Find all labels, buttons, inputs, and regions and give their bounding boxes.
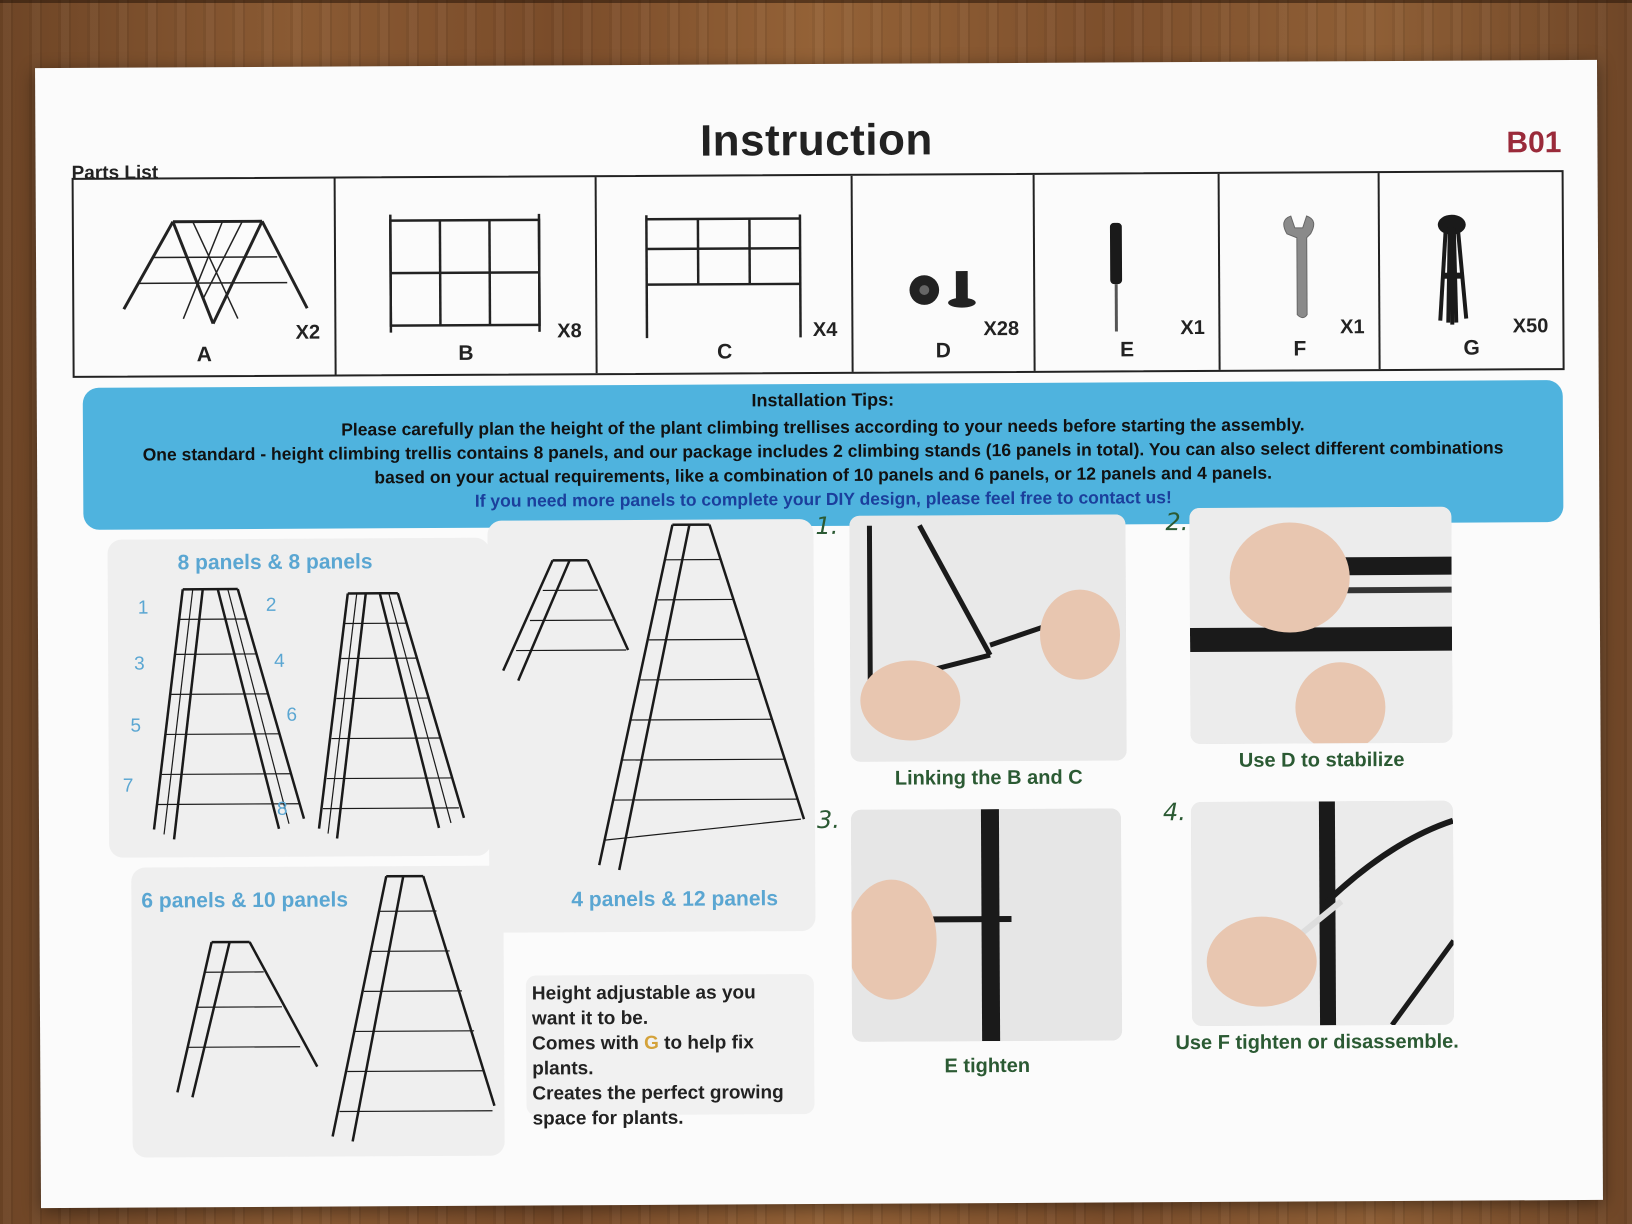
panel-number: 3 [134, 653, 145, 675]
trellis-diagram [487, 519, 815, 933]
step-1-photo [849, 514, 1126, 761]
panel-number: 7 [122, 775, 134, 797]
grid-panel-icon [335, 177, 596, 343]
wood-seam [0, 0, 1632, 3]
panel-number: 6 [286, 704, 298, 726]
tips-line: based on your actual requirements, like a combination of 10 panels and 6 panels, or 12 panels and 4 panels. [374, 462, 1273, 488]
hands-connecting-rods-illustration [849, 514, 1126, 761]
step-caption: Linking the B and C [894, 766, 1083, 790]
step-2-photo [1189, 507, 1452, 744]
part-qty: X8 [557, 320, 582, 343]
instruction-sheet [35, 60, 1603, 1208]
part-cell-e [1034, 174, 1221, 371]
note-text: to help fix [658, 1032, 754, 1054]
step-caption: Use D to stabilize [1238, 748, 1405, 772]
part-cell-d [853, 175, 1036, 372]
screwdriver-tightening-illustration [851, 808, 1122, 1041]
panel-number: 2 [265, 594, 277, 616]
page-title: Instruction [699, 115, 933, 166]
feature-notes [526, 974, 815, 1130]
config-title: 6 panels & 10 panels [141, 888, 349, 913]
part-letter: B [458, 341, 474, 365]
part-cell-f [1220, 173, 1381, 370]
panel-number: 5 [130, 715, 142, 737]
parts-table [72, 170, 1565, 378]
part-letter: G [1463, 336, 1480, 360]
part-g-highlight: G [643, 1032, 659, 1054]
note-line: Creates the perfect growing [532, 1082, 784, 1105]
part-letter: A [196, 343, 212, 367]
panel-number: 4 [274, 650, 285, 672]
parts-list-label: Parts List [71, 162, 159, 184]
step-caption: E tighten [944, 1054, 1031, 1078]
step-number: 2. [1165, 508, 1189, 537]
model-code: B01 [1506, 126, 1562, 160]
part-qty: X50 [1512, 315, 1549, 338]
wrench-icon [1220, 173, 1379, 339]
config-title: 4 panels & 12 panels [571, 887, 779, 912]
panel-number: 8 [276, 798, 288, 820]
step-number: 3. [816, 805, 840, 835]
note-line: Height adjustable as you [531, 982, 756, 1005]
note-line-g [532, 1030, 814, 1056]
config-panel-6-10 [131, 866, 505, 1158]
config-panel-4-12 [487, 519, 815, 933]
part-cell-g [1380, 172, 1563, 369]
part-letter: F [1293, 337, 1307, 361]
config-panel-8-8 [107, 538, 491, 858]
step-3-photo [851, 808, 1122, 1041]
tips-contact-line: If you need more panels to complete your DIY design, please feel free to contact us! [474, 487, 1172, 511]
trellis-diagram [131, 866, 505, 1158]
part-cell-c [597, 176, 854, 373]
screwdriver-icon [1034, 174, 1219, 340]
part-cell-a [74, 179, 337, 376]
hand-inserting-screw-illustration [1189, 507, 1452, 744]
screw-and-nut-icon [853, 175, 1034, 341]
tips-line: One standard - height climbing trellis contains 8 panels, and our package includes 2 climbing stands (16 panels in total). You can also select different combinations [142, 437, 1504, 465]
step-number: 4. [1162, 798, 1186, 827]
part-qty: X4 [812, 318, 838, 342]
cable-ties-icon [1380, 172, 1563, 338]
trellis-diagram [107, 538, 491, 858]
part-qty: X1 [1340, 316, 1365, 339]
part-letter: E [1120, 338, 1135, 362]
part-letter: D [935, 339, 951, 363]
note-text: Comes with [532, 1032, 645, 1055]
step-4-photo [1191, 801, 1454, 1026]
part-letter: C [716, 340, 733, 364]
step-number: 1. [815, 511, 839, 541]
step-caption: Use F tighten or disassemble. [1175, 1030, 1459, 1055]
note-line: space for plants. [532, 1107, 684, 1130]
cable-tie-fastening-illustration [1191, 801, 1454, 1026]
part-qty: X2 [295, 321, 321, 344]
note-line: plants. [532, 1058, 594, 1080]
config-title: 8 panels & 8 panels [177, 550, 373, 575]
part-qty: X1 [1180, 316, 1205, 340]
part-cell-b [335, 177, 598, 374]
tips-line: Please carefully plan the height of the plant climbing trellises according to your needs before starting the assembly. [341, 414, 1305, 440]
tips-heading: Installation Tips: [751, 389, 895, 411]
grid-panel-with-stakes-icon [597, 176, 852, 342]
a-frame-trellis-icon [74, 179, 335, 345]
part-qty: X28 [983, 317, 1020, 341]
note-line: want it to be. [531, 1007, 649, 1030]
panel-number: 1 [137, 597, 149, 619]
